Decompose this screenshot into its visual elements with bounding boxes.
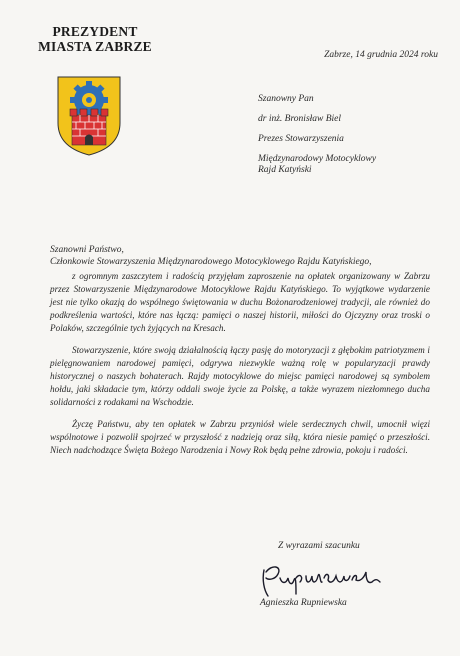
body-paragraph-2: Stowarzyszenie, które swoją działalnością łączy pasję do motoryzacji z głębokim patriotyzmem i pielęgnowaniem narodowej pamięci, odgrywa niezwykle ważną rolę w popularyzacji prawdy historycznej o naszych bohaterach. Rajdy motocyklowe do miejsc pamięci narodowej są symbolem hołdu, jaki składacie tym, którzy oddali swoje życie za Polskę, a także wyrazem niezłomnego ducha solidarności z rodakami na Wschodzie. <box>50 345 430 407</box>
addressee-org-line-2: Rajd Katyński <box>258 165 312 175</box>
addressee-org-line-1: Międzynarodowy Motocyklowy <box>258 154 377 164</box>
handwritten-signature <box>256 556 386 598</box>
letterhead-line-2: MIASTA ZABRZE <box>38 39 152 54</box>
salutation <box>50 244 430 268</box>
addressee-name: dr inż. Bronisław Biel <box>258 114 342 124</box>
signer-name: Agnieszka Rupniewska <box>260 598 347 608</box>
zabrze-coat-of-arms-icon <box>56 75 122 157</box>
body-paragraph-1: z ogromnym zaszczytem i radością przyjęłam zaproszenie na opłatek organizowany w Zabrzu przez Stowarzyszenie Międzynarodowe Motocyklowe Rajdu Katyńskiego. To wyjątkowe wydarzenie jest nie tylko okazją do wspólnego świętowania w duchu Bożonarodzeniowej tradycji, ale również do podkreślenia wartości, które nas łączą: pamięci o naszej historii, miłości do Ojczyzny oraz troski o Polaków, szczególnie tych żyjących na Kresach. <box>50 271 430 333</box>
body-paragraph-3: Życzę Państwu, aby ten opłatek w Zabrzu przyniósł wiele serdecznych chwil, umocnił więzi wspólnotowe i pozwolił spojrzeć w przyszłość z nadzieją oraz siłą, która niesie pamięć o przeszłości. Niech nadchodzące Święta Bożego Narodzenia i Nowy Rok będą pełne zdrowia, pokoju i radości. <box>50 419 430 455</box>
salutation-line-2: Członkowie Stowarzyszenia Międzynarodowego Motocyklowego Rajdu Katyńskiego, <box>50 257 372 267</box>
letter-date: Zabrze, 14 grudnia 2024 roku <box>324 50 438 60</box>
addressee-block <box>258 94 448 185</box>
salutation-line-1: Szanowni Państwo, <box>50 245 124 255</box>
addressee-role: Prezes Stowarzyszenia <box>258 134 344 144</box>
addressee-greeting: Szanowny Pan <box>258 94 314 104</box>
closing-phrase: Z wyrazami szacunku <box>278 541 360 551</box>
letter-body <box>50 270 430 466</box>
letterhead-title <box>30 24 160 54</box>
letterhead-line-1: PREZYDENT <box>52 24 138 39</box>
